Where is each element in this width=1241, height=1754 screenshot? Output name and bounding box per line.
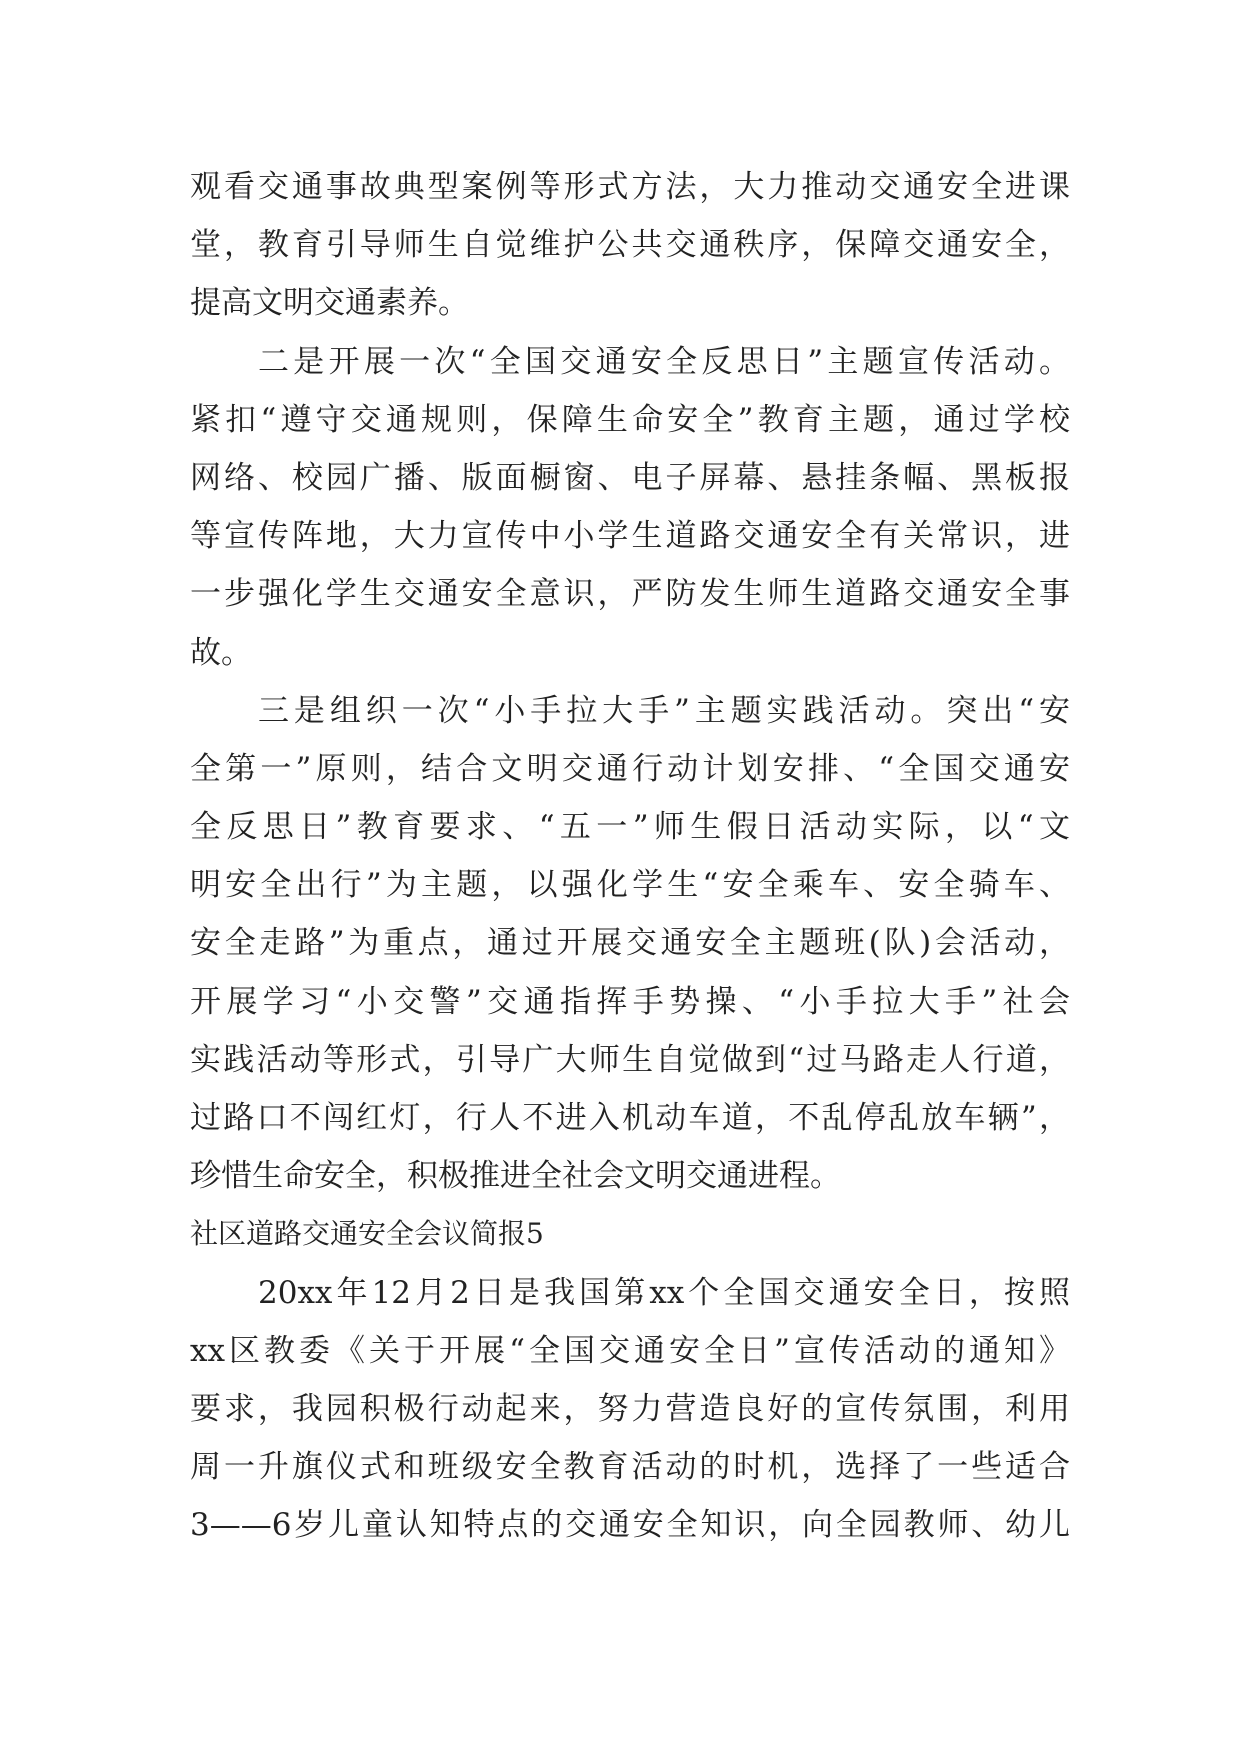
- text-line: 等宣传阵地，大力宣传中小学生道路交通安全有关常识，进: [190, 518, 1070, 555]
- text-line: 全反思日”教育要求、“五一”师生假日活动实际，以“文: [190, 809, 1070, 846]
- paragraph-4: [190, 1264, 1070, 1555]
- text-line: 提高文明交通素养。: [190, 285, 469, 322]
- paragraph-2: [190, 333, 1070, 682]
- text-line: 堂，教育引导师生自觉维护公共交通秩序，保障交通安全，: [190, 227, 1070, 264]
- text-line: 二是开展一次“全国交通安全反思日”主题宣传活动。: [258, 343, 1070, 380]
- text-line: 3——6岁儿童认知特点的交通安全知识，向全园教师、幼儿: [190, 1507, 1070, 1544]
- text-line: 明安全出行”为主题，以强化学生“安全乘车、安全骑车、: [190, 867, 1070, 904]
- text-line: 实践活动等形式，引导广大师生自觉做到“过马路走人行道，: [190, 1041, 1070, 1078]
- paragraph-3: [190, 682, 1070, 1206]
- text-line: 一步强化学生交通安全意识，严防发生师生道路交通安全事: [190, 576, 1070, 613]
- paragraph-1: [190, 158, 1070, 333]
- text-line: 三是组织一次“小手拉大手”主题实践活动。突出“安: [258, 692, 1070, 729]
- text-line: 珍惜生命安全，积极推进全社会文明交通进程。: [190, 1158, 841, 1195]
- text-line: 要求，我园积极行动起来，努力营造良好的宣传氛围，利用: [190, 1390, 1070, 1427]
- text-line: 网络、校园广播、版面橱窗、电子屏幕、悬挂条幅、黑板报: [190, 459, 1070, 496]
- text-line: 观看交通事故典型案例等形式方法，大力推动交通安全进课: [190, 169, 1070, 205]
- text-line: 周一升旗仪式和班级安全教育活动的时机，选择了一些适合: [190, 1449, 1070, 1486]
- document-body: [190, 158, 1070, 1555]
- text-line: 紧扣“遵守交通规则，保障生命安全”教育主题，通过学校: [190, 401, 1070, 438]
- text-line: 开展学习“小交警”交通指挥手势操、“小手拉大手”社会: [190, 983, 1070, 1020]
- section-heading: 社区道路交通安全会议简报5: [190, 1217, 544, 1251]
- text-line: 过路口不闯红灯，行人不进入机动车道，不乱停乱放车辆”，: [190, 1100, 1070, 1136]
- text-line: 安全走路”为重点，通过开展交通安全主题班(队)会活动，: [190, 925, 1070, 962]
- text-line: 20xx年12月2日是我国第xx个全国交通安全日，按照: [258, 1274, 1070, 1311]
- text-line: 全第一”原则，结合文明交通行动计划安排、“全国交通安: [190, 750, 1070, 787]
- text-line: xx区教委《关于开展“全国交通安全日”宣传活动的通知》: [190, 1332, 1070, 1369]
- text-line: 故。: [190, 634, 252, 671]
